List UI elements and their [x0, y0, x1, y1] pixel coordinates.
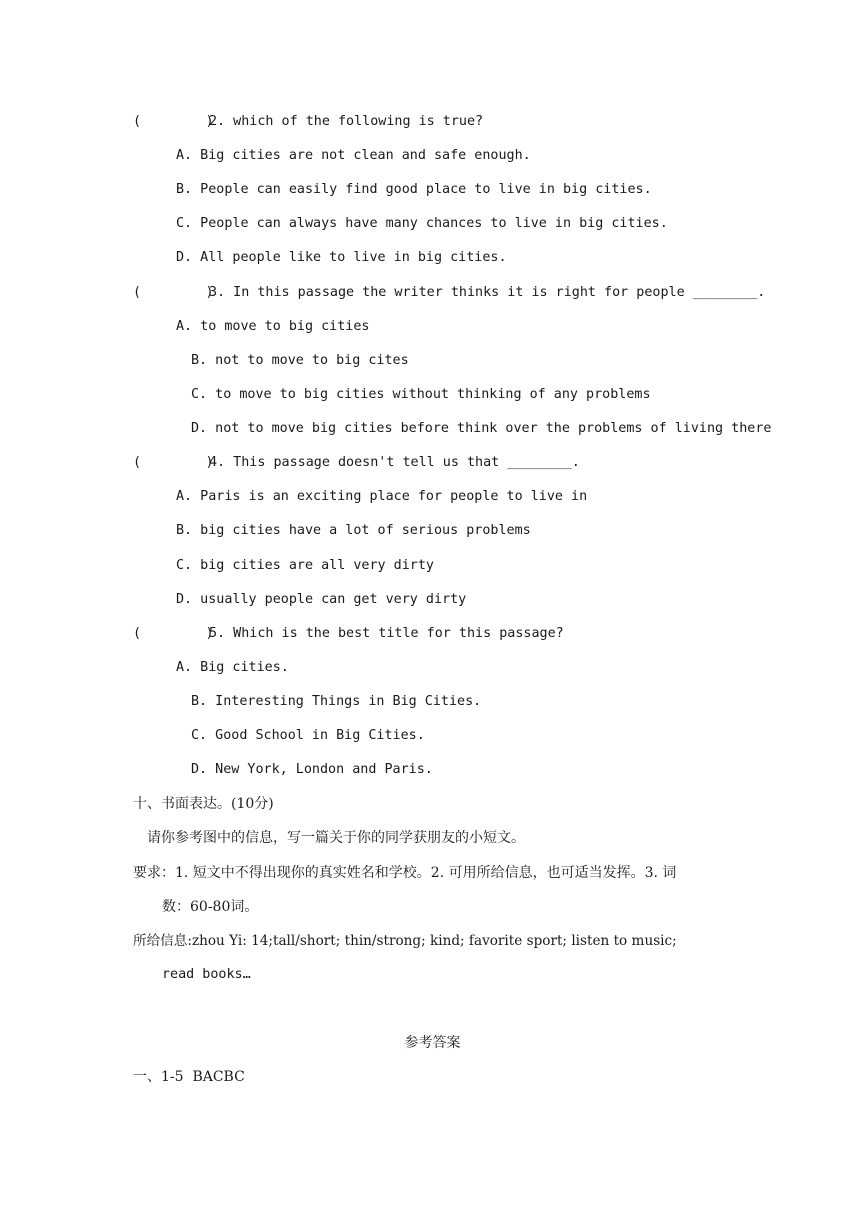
question-stem: 2. which of the following is true? [209, 114, 484, 129]
option-c: C. Good School in Big Cities. [191, 728, 425, 743]
question-stem: 4. This passage doesn't tell us that ________. [209, 455, 580, 470]
question-2-stem-line [133, 113, 483, 131]
option-b: B. People can easily find good place to live in big cities. [176, 182, 652, 197]
writing-requirements-line-1: 要求：1. 短文中不得出现你的真实姓名和学校。2. 可用所给信息，也可适当发挥。3. 词 [133, 865, 677, 881]
question-stem: 5. Which is the best title for this passage? [209, 626, 564, 641]
given-info-line-1: 所给信息:zhou Yi: 14;tall/short; thin/strong; kind; favorite sport; listen to music; [133, 933, 677, 949]
answer-key-heading: 参考答案 [404, 1035, 461, 1051]
option-b: B. big cities have a lot of serious problems [176, 523, 531, 538]
question-4-stem-line [133, 454, 580, 472]
writing-section-heading: 十、书面表达。(10分) [133, 796, 274, 812]
option-c: C. big cities are all very dirty [176, 558, 434, 573]
writing-instruction: 请你参考图中的信息，写一篇关于你的同学获朋友的小短文。 [147, 830, 525, 846]
option-d: D. not to move big cities before think over the problems of living there [191, 421, 772, 436]
answer-blank: ( ) [133, 285, 214, 300]
option-d: D. All people like to live in big cities. [176, 250, 507, 265]
option-c: C. People can always have many chances to live in big cities. [176, 216, 668, 231]
answer-blank: ( ) [133, 114, 214, 129]
question-5-stem-line [133, 625, 564, 643]
option-a: A. Paris is an exciting place for people to live in [176, 489, 588, 504]
option-b: B. Interesting Things in Big Cities. [191, 694, 482, 709]
answer-blank: ( ) [133, 626, 214, 641]
question-3-stem-line [133, 284, 765, 302]
writing-requirements-line-2: 数：60-80词。 [162, 899, 259, 915]
option-d: D. usually people can get very dirty [176, 592, 467, 607]
option-a: A. Big cities are not clean and safe enough. [176, 148, 531, 163]
given-info-line-2: read books… [162, 967, 251, 982]
option-a: A. to move to big cities [176, 319, 370, 334]
option-c: C. to move to big cities without thinking of any problems [191, 387, 651, 402]
option-b: B. not to move to big cites [191, 353, 409, 368]
question-stem: 3. In this passage the writer thinks it is right for people ________. [209, 285, 766, 300]
option-d: D. New York, London and Paris. [191, 762, 433, 777]
answer-blank: ( ) [133, 455, 214, 470]
option-a: A. Big cities. [176, 660, 289, 675]
answer-key-line-1: 一、1-5 BACBC [133, 1069, 245, 1085]
